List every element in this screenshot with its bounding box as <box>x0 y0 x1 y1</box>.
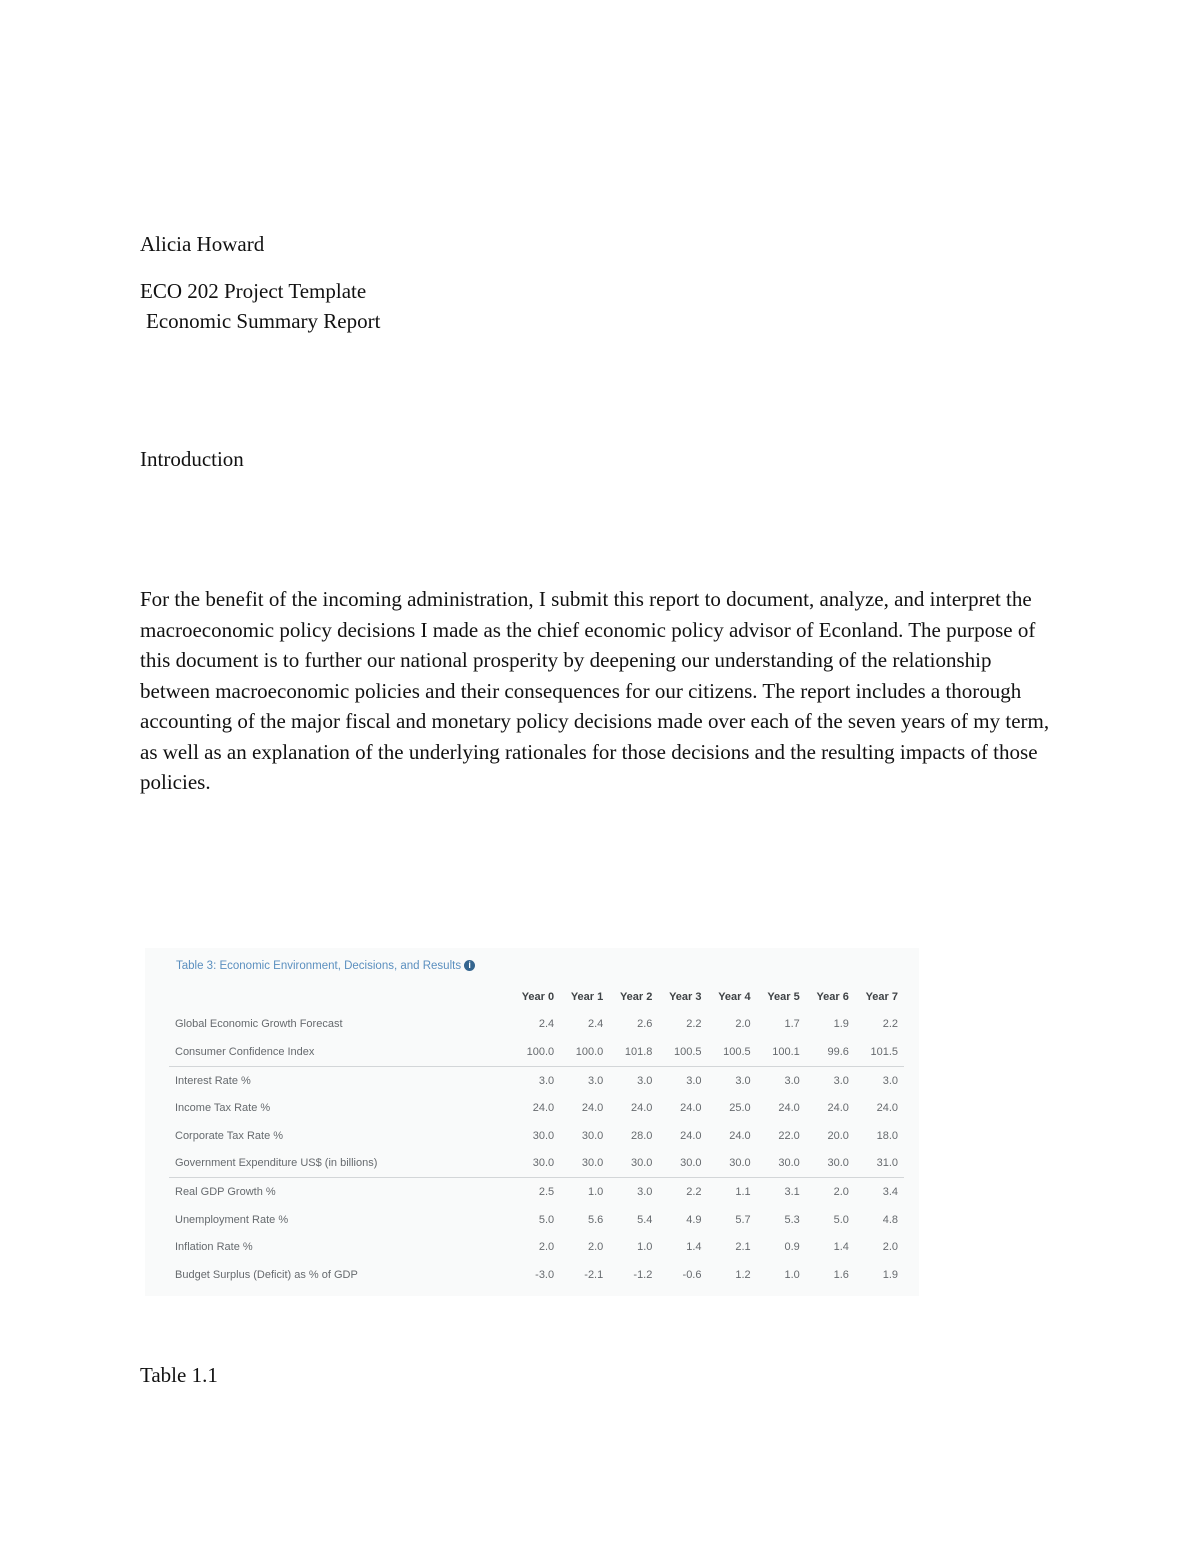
column-header: Year 4 <box>718 990 751 1003</box>
table-cell: 25.0 <box>729 1102 751 1115</box>
table-cell: 18.0 <box>876 1129 898 1142</box>
table-cell: 1.4 <box>833 1241 849 1254</box>
table-row <box>169 1094 904 1122</box>
column-header: Year 0 <box>521 990 555 1003</box>
row-label: Corporate Tax Rate % <box>175 1129 284 1142</box>
table-cell: 2.6 <box>637 1018 653 1031</box>
table-cell: 2.4 <box>587 1018 604 1031</box>
table-cell: 3.0 <box>757 1066 806 1094</box>
table-cell: 1.9 <box>833 1018 849 1031</box>
table-cell: 24.0 <box>876 1102 898 1115</box>
table-row <box>169 1011 904 1039</box>
table-cell: 100.1 <box>772 1045 800 1058</box>
table-cell: 24.0 <box>532 1102 555 1115</box>
table-cell: 5.4 <box>637 1213 653 1226</box>
introduction-paragraph: For the benefit of the incoming administration, I submit this report to document, analyze, and interpret the macroeconomic policy decisions I made as the chief economic policy advisor of Econland. The purpose of this document is to further our national prosperity by deepening our understanding of the relationship between macroeconomic policies and their consequences for our citizens. The report includes a thorough accounting of the major fiscal and monetary policy decisions made over each of the seven years of my term, as well as an explanation of the underlying rationales for those decisions and the resulting impacts of those policies. <box>140 587 1050 794</box>
table-cell: 99.6 <box>827 1045 849 1058</box>
table-cell: 100.5 <box>723 1045 751 1058</box>
table-cell: 22.0 <box>778 1129 800 1142</box>
row-label: Consumer Confidence Index <box>175 1045 315 1058</box>
table-cell: 1.6 <box>833 1268 849 1281</box>
table-cell: 24.0 <box>729 1129 751 1142</box>
table-row <box>169 1038 904 1066</box>
table-cell: 24.0 <box>827 1102 849 1115</box>
column-header: Year 1 <box>570 990 604 1003</box>
table-cell: 2.1 <box>735 1241 751 1254</box>
table-row <box>169 1178 904 1206</box>
table-title-text: Table 3: Economic Environment, Decisions, and Results <box>176 960 462 972</box>
table-cell: 0.9 <box>784 1241 800 1254</box>
table-cell: 24.0 <box>680 1129 702 1142</box>
table-cell: 1.0 <box>784 1268 800 1281</box>
table-cell: 1.1 <box>708 1178 757 1206</box>
table-cell: 28.0 <box>630 1129 653 1142</box>
author-name: Alicia Howard <box>140 232 265 256</box>
table-cell: -2.1 <box>584 1268 604 1281</box>
table-cell: 1.9 <box>882 1268 898 1281</box>
table-cell: 4.9 <box>686 1213 702 1226</box>
table-cell: 100.0 <box>575 1045 604 1058</box>
row-label: Income Tax Rate % <box>175 1102 271 1115</box>
column-header: Year 5 <box>767 990 800 1003</box>
table-cell: 2.5 <box>511 1178 560 1206</box>
table-cell: 2.2 <box>882 1018 898 1031</box>
table-cell: 2.0 <box>735 1018 751 1031</box>
row-label: Interest Rate % <box>169 1066 511 1094</box>
introduction-heading: Introduction <box>140 447 244 471</box>
table-cell: 100.0 <box>526 1045 555 1058</box>
table-caption: Table 1.1 <box>140 1363 218 1387</box>
table-cell: 31.0 <box>876 1157 898 1170</box>
table-cell: 2.4 <box>538 1018 555 1031</box>
table-cell: 3.0 <box>609 1066 658 1094</box>
table-row <box>169 1122 904 1150</box>
table-cell: 24.0 <box>581 1102 604 1115</box>
table-cell: 20.0 <box>827 1129 849 1142</box>
table-cell: 1.2 <box>735 1268 751 1281</box>
row-label: Unemployment Rate % <box>175 1213 289 1226</box>
table-cell: 1.4 <box>686 1241 702 1254</box>
economic-results-table <box>169 983 904 1289</box>
row-label: Inflation Rate % <box>175 1241 253 1254</box>
table-cell: 24.0 <box>630 1102 653 1115</box>
report-subtitle: Economic Summary Report <box>146 309 381 333</box>
table-cell: 1.0 <box>560 1178 609 1206</box>
table-cell: 30.0 <box>778 1157 800 1170</box>
table-cell: 1.0 <box>637 1241 653 1254</box>
table-row <box>169 1261 904 1289</box>
table-cell: -1.2 <box>633 1268 653 1281</box>
table-cell: 30.0 <box>581 1129 604 1142</box>
table-cell: 30.0 <box>827 1157 849 1170</box>
table-cell: 3.0 <box>658 1066 707 1094</box>
table-cell: 101.8 <box>624 1045 653 1058</box>
column-header: Year 6 <box>816 990 849 1003</box>
table-cell: 24.0 <box>680 1102 702 1115</box>
table-row <box>169 1150 904 1178</box>
course-title: ECO 202 Project Template <box>140 279 367 303</box>
table-row <box>169 1233 904 1261</box>
table-cell: 1.7 <box>784 1018 800 1031</box>
table-cell: 100.5 <box>673 1045 702 1058</box>
economic-results-table-image <box>145 948 919 1296</box>
info-icon: i <box>464 960 475 971</box>
column-header: Year 7 <box>865 990 898 1003</box>
table-cell: -0.6 <box>682 1268 702 1281</box>
table-cell: 30.0 <box>630 1157 653 1170</box>
table-cell: 5.0 <box>833 1213 849 1226</box>
table-cell: 3.0 <box>708 1066 757 1094</box>
table-cell: 3.0 <box>560 1066 609 1094</box>
table-cell: 2.0 <box>806 1178 855 1206</box>
table-cell: 3.0 <box>511 1066 560 1094</box>
table-row <box>169 1206 904 1234</box>
column-header: Year 2 <box>619 990 653 1003</box>
table-title <box>176 960 475 972</box>
table-row <box>169 1066 904 1094</box>
row-label: Real GDP Growth % <box>169 1178 511 1206</box>
row-label: Government Expenditure US$ (in billions) <box>175 1157 378 1170</box>
table-cell: 24.0 <box>778 1102 800 1115</box>
table-cell: -3.0 <box>535 1268 555 1281</box>
table-body <box>169 1011 904 1289</box>
table-cell: 3.0 <box>609 1178 658 1206</box>
table-cell: 2.0 <box>587 1241 604 1254</box>
table-cell: 4.8 <box>882 1213 898 1226</box>
row-label: Budget Surplus (Deficit) as % of GDP <box>175 1268 358 1281</box>
table-cell: 2.0 <box>882 1241 898 1254</box>
table-cell: 5.0 <box>538 1213 555 1226</box>
table-cell: 5.7 <box>735 1213 751 1226</box>
table-cell: 30.0 <box>581 1157 604 1170</box>
column-header: Year 3 <box>669 990 702 1003</box>
table-cell: 5.6 <box>587 1213 604 1226</box>
table-cell: 30.0 <box>532 1157 555 1170</box>
table-cell: 2.2 <box>658 1178 707 1206</box>
table-header-row <box>169 983 904 1011</box>
table-cell: 30.0 <box>680 1157 702 1170</box>
table-cell: 3.0 <box>855 1066 904 1094</box>
table-cell: 30.0 <box>729 1157 751 1170</box>
table-cell: 101.5 <box>870 1045 898 1058</box>
table-header-label <box>169 983 511 1011</box>
table-cell: 2.0 <box>538 1241 555 1254</box>
table-cell: 3.0 <box>806 1066 855 1094</box>
table-cell: 3.1 <box>757 1178 806 1206</box>
table-cell: 30.0 <box>532 1129 555 1142</box>
row-label: Global Economic Growth Forecast <box>175 1018 343 1031</box>
table-cell: 3.4 <box>855 1178 904 1206</box>
table-cell: 2.2 <box>686 1018 702 1031</box>
table-cell: 5.3 <box>784 1213 800 1226</box>
